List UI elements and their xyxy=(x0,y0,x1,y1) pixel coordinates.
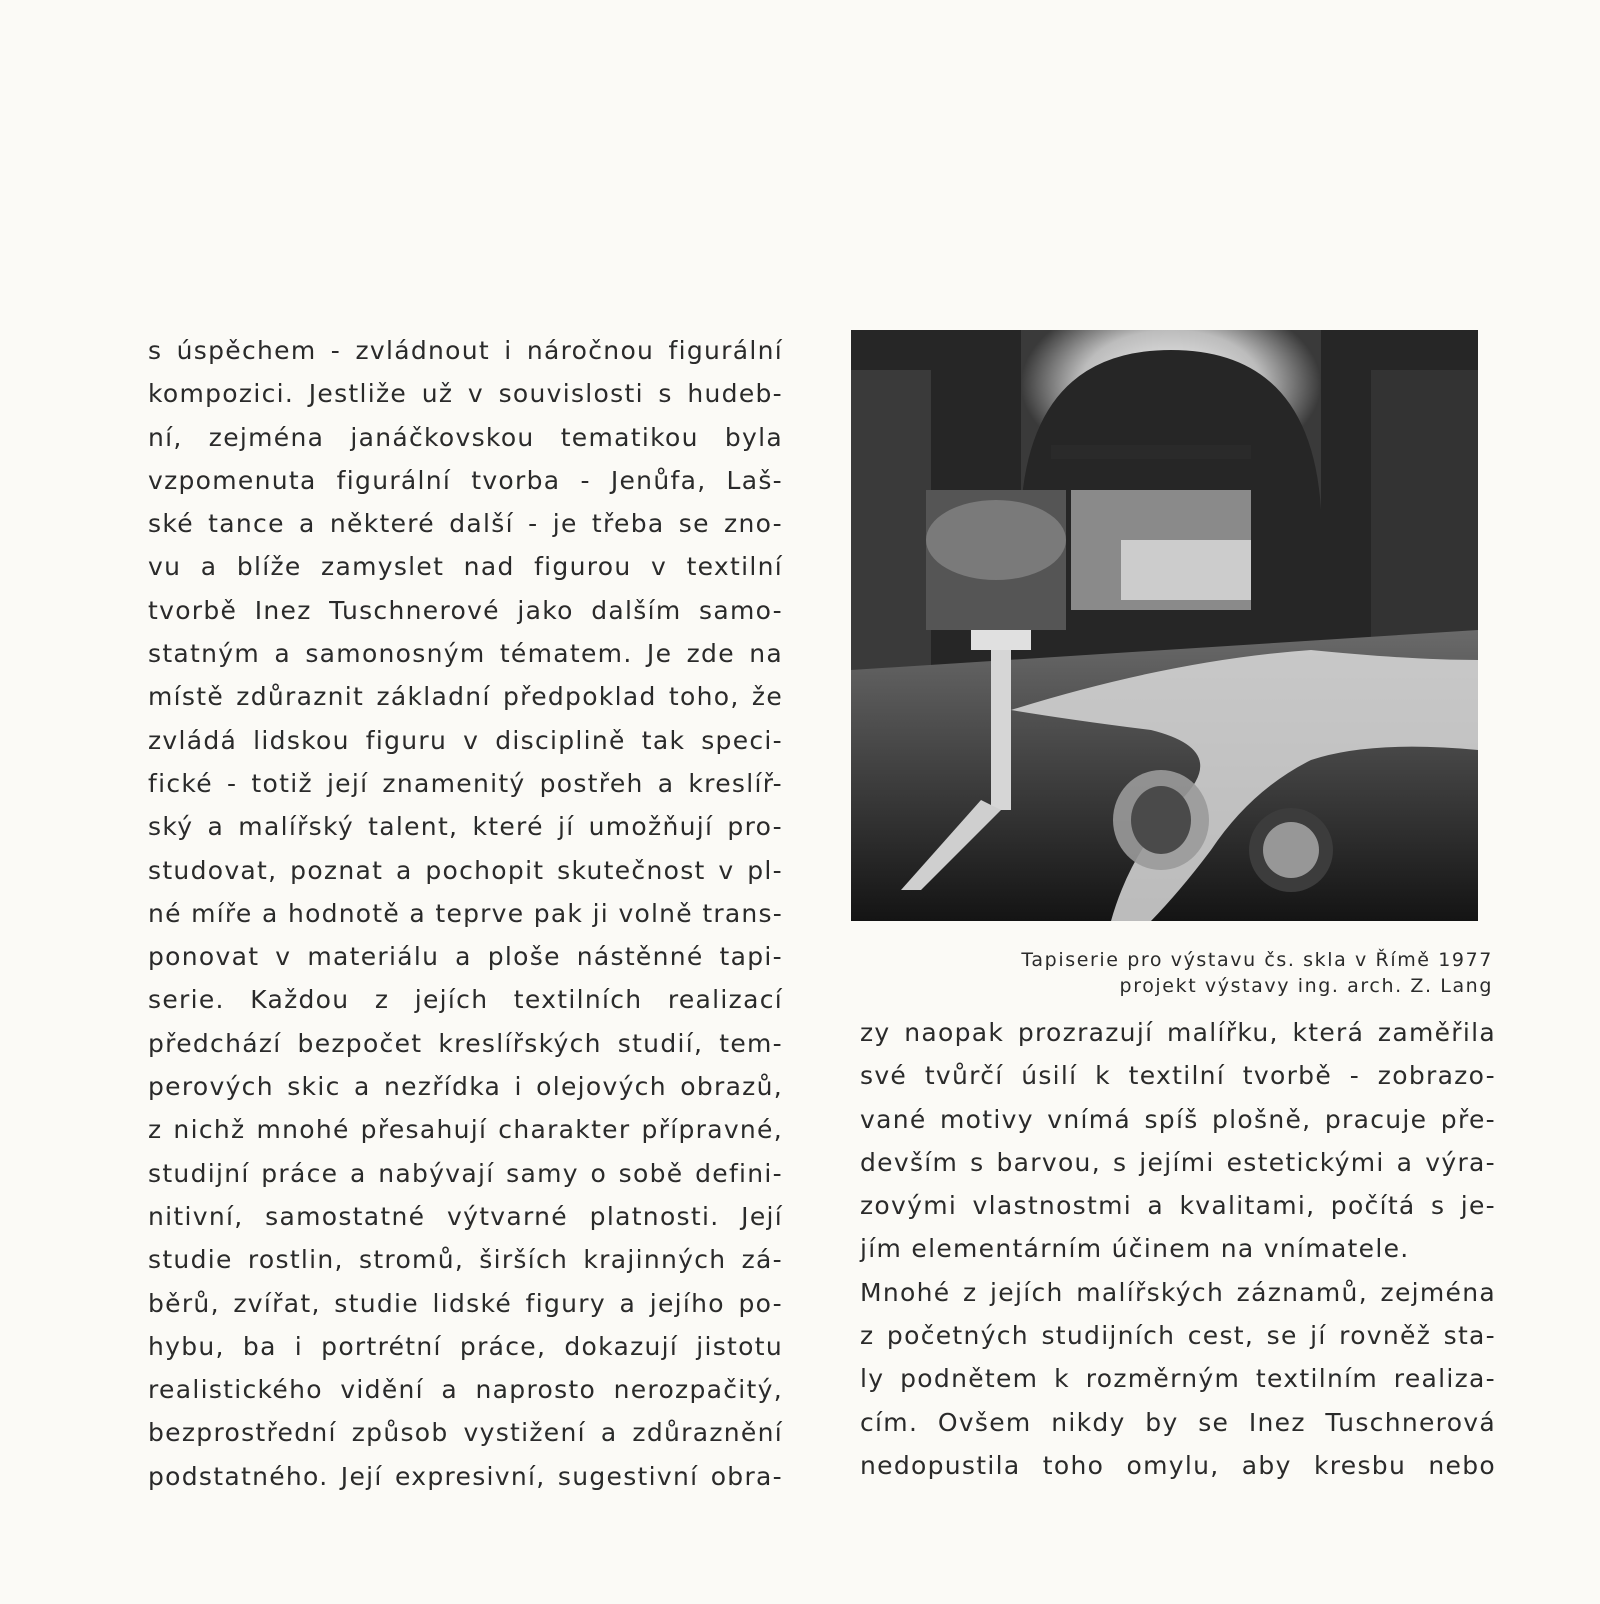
text-line: své tvůrčí úsilí k textilní tvorbě - zobrazo- xyxy=(860,1061,1496,1091)
text-line: tvorbě Inez Tuschnerové jako dalším samo- xyxy=(148,595,783,625)
text-line: vané motivy vnímá spíš plošně, pracuje pře- xyxy=(860,1104,1496,1134)
left-text-column xyxy=(148,329,783,1498)
text-line: ní, zejména janáčkovskou tematikou byla xyxy=(148,422,783,452)
text-line: předchází bezpočet kreslířských studií, tem- xyxy=(148,1028,783,1058)
text-line: hybu, ba i portrétní práce, dokazují jistotu xyxy=(148,1331,783,1361)
text-line: z početných studijních cest, se jí rovněž sta- xyxy=(860,1321,1496,1351)
text-line: né míře a hodnotě a teprve pak ji volně trans- xyxy=(148,898,783,928)
text-line: cím. Ovšem nikdy by se Inez Tuschnerová xyxy=(860,1407,1496,1437)
figure-caption xyxy=(851,947,1493,999)
text-line: realistického vidění a naprosto nerozpačitý, xyxy=(148,1375,783,1405)
text-line: z nichž mnohé přesahují charakter přípravné, xyxy=(148,1115,783,1145)
text-line: Mnohé z jejích malířských záznamů, zejména xyxy=(860,1277,1496,1307)
text-line: ponovat v materiálu a ploše nástěnné tapi- xyxy=(148,942,783,972)
text-line: perových skic a nezřídka i olejových obrazů, xyxy=(148,1072,783,1102)
text-line: nedopustila toho omylu, aby kresbu nebo xyxy=(860,1450,1496,1480)
text-line: vzpomenuta figurální tvorba - Jenůfa, Laš- xyxy=(148,465,783,495)
text-line: podstatného. Její expresivní, sugestivní obra- xyxy=(148,1461,783,1491)
text-line: zvládá lidskou figuru v disciplině tak speci- xyxy=(148,725,783,755)
exhibition-photo xyxy=(851,330,1478,921)
text-line: s úspěchem - zvládnout i náročnou figurální xyxy=(148,336,783,365)
text-line: fické - totiž její znamenitý postřeh a kreslíř- xyxy=(148,768,783,798)
text-line: běrů, zvířat, studie lidské figury a jejího po- xyxy=(148,1288,783,1318)
text-line: ské tance a některé další - je třeba se zno- xyxy=(148,509,783,539)
text-line: kompozici. Jestliže už v souvislosti s hudeb- xyxy=(148,379,783,409)
text-line: nitivní, samostatné výtvarné platnosti. Její xyxy=(148,1201,783,1231)
text-line: devším s barvou, s jejími estetickými a výra- xyxy=(860,1147,1496,1177)
text-line: ly podnětem k rozměrným textilním realiza- xyxy=(860,1364,1496,1394)
text-line: studie rostlin, stromů, širších krajinných zá- xyxy=(148,1245,783,1275)
text-line: místě zdůraznit základní předpoklad toho, že xyxy=(148,682,783,712)
caption-line-2: projekt výstavy ing. arch. Z. Lang xyxy=(1119,975,1493,997)
text-line: ský a malířský talent, které jí umožňují pro- xyxy=(148,812,783,842)
text-line: jím elementárním účinem na vnímatele. xyxy=(860,1234,1410,1264)
text-line: bezprostřední způsob vystižení a zdůraznění xyxy=(148,1418,783,1448)
text-line: studijní práce a nabývají samy o sobě defini- xyxy=(148,1158,783,1188)
text-line: zy naopak prozrazují malířku, která zaměřila xyxy=(860,1018,1496,1047)
exhibition-hall-illustration xyxy=(851,330,1478,921)
right-text-column xyxy=(860,1011,1496,1487)
text-line: studovat, poznat a pochopit skutečnost v pl- xyxy=(148,855,783,885)
text-line: serie. Každou z jejích textilních realizací xyxy=(148,985,783,1015)
text-line: vu a blíže zamyslet nad figurou v textilní xyxy=(148,552,783,582)
text-line: statným a samonosným tématem. Je zde na xyxy=(148,639,783,669)
caption-line-1: Tapiserie pro výstavu čs. skla v Římě 1977 xyxy=(1021,949,1493,971)
text-line: zovými vlastnostmi a kvalitami, počítá s je- xyxy=(860,1191,1496,1221)
